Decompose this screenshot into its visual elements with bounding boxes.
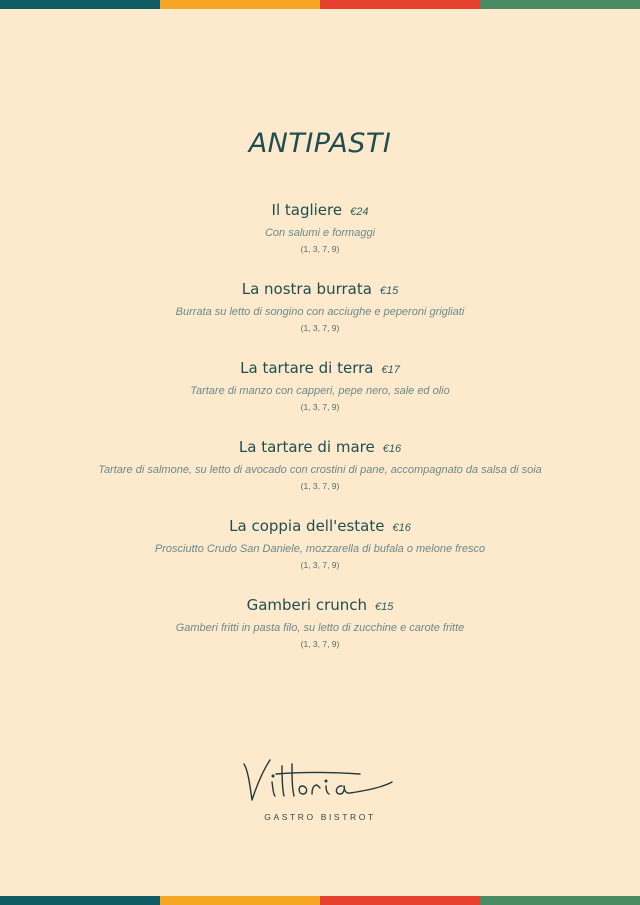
- stripe-yellow: [160, 0, 320, 9]
- item-name: La coppia dell'estate: [229, 517, 385, 535]
- item-price: €16: [392, 522, 411, 534]
- stripe-teal: [0, 896, 160, 905]
- vittoria-signature-logo: [240, 752, 400, 808]
- top-color-stripe: [0, 0, 640, 9]
- item-description: Gamberi fritti in pasta filo, su letto di zucchine e carote fritte: [175, 622, 465, 634]
- stripe-red: [320, 896, 480, 905]
- item-name: La nostra burrata: [241, 280, 372, 298]
- item-description: Con salumi e formaggi: [264, 227, 376, 239]
- menu-item: [0, 595, 640, 674]
- item-allergens: (1, 3, 7, 9): [300, 639, 340, 649]
- menu-item: [0, 279, 640, 358]
- stripe-teal: [0, 0, 160, 9]
- item-name: La tartare di terra: [240, 359, 374, 377]
- stripe-green: [480, 896, 640, 905]
- item-name: La tartare di mare: [238, 438, 375, 456]
- item-description: Burrata su letto di songino con acciughe e peperoni grigliati: [175, 306, 465, 318]
- item-allergens: (1, 3, 7, 9): [300, 481, 340, 491]
- item-description: Tartare di salmone, su letto di avocado con crostini di pane, accompagnato da salsa di soia: [98, 464, 542, 476]
- item-price: €15: [375, 601, 394, 613]
- item-price: €16: [382, 443, 402, 455]
- item-description: Prosciutto Crudo San Daniele, mozzarella di bufala o melone fresco: [154, 543, 486, 555]
- item-name: Il tagliere: [271, 201, 343, 219]
- stripe-green: [480, 0, 640, 9]
- item-price: €24: [350, 206, 369, 218]
- item-allergens: (1, 3, 7, 9): [300, 323, 340, 333]
- item-price: €15: [379, 285, 399, 297]
- stripe-yellow: [160, 896, 320, 905]
- stripe-red: [320, 0, 480, 9]
- item-description: Tartare di manzo con capperi, pepe nero, sale ed olio: [190, 385, 450, 397]
- brand-logo: [0, 752, 640, 822]
- menu-item: [0, 358, 640, 437]
- item-allergens: (1, 3, 7, 9): [300, 244, 340, 254]
- menu-item: [0, 200, 640, 279]
- menu-item: [0, 437, 640, 516]
- item-allergens: (1, 3, 7, 9): [300, 402, 340, 412]
- bottom-color-stripe: [0, 896, 640, 905]
- menu-title: ANTIPASTI: [248, 128, 392, 159]
- item-price: €17: [381, 364, 400, 376]
- brand-subtitle: GASTRO BISTROT: [264, 812, 376, 822]
- menu-item: [0, 516, 640, 595]
- menu-items: [0, 200, 640, 674]
- item-name: Gamberi crunch: [246, 596, 368, 614]
- item-allergens: (1, 3, 7, 9): [300, 560, 340, 570]
